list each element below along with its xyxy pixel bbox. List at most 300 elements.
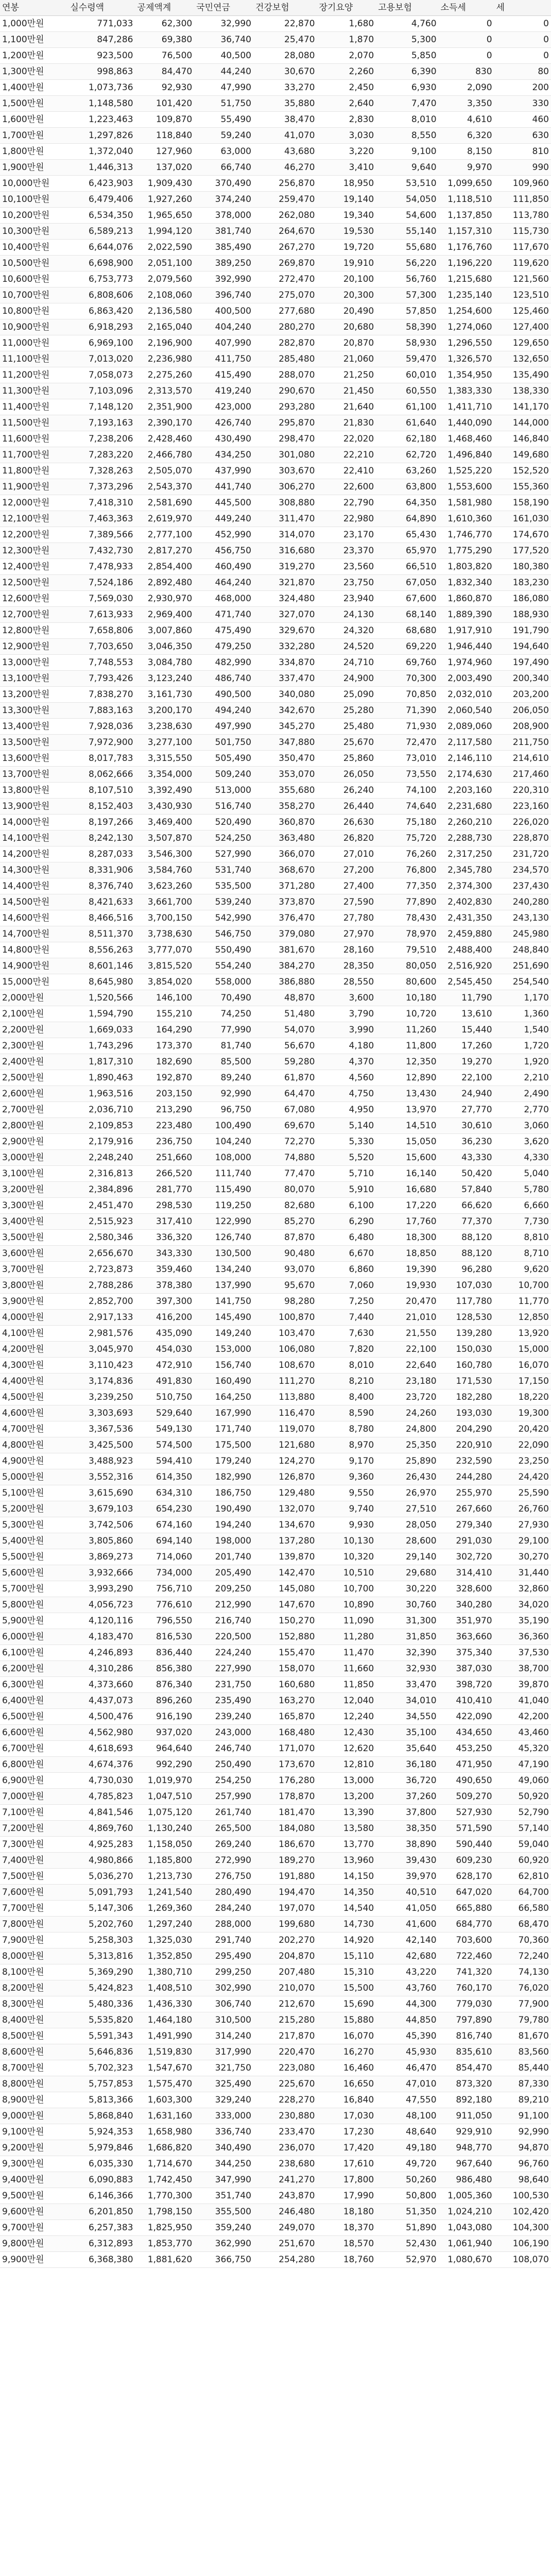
cell-national-pension: 108,000 — [194, 1150, 253, 1166]
cell-total-deduction: 1,658,980 — [135, 2124, 195, 2140]
cell-national-pension: 186,750 — [194, 1485, 253, 1501]
cell-local-tax: 37,530 — [494, 1645, 551, 1661]
cell-national-pension: 400,500 — [194, 303, 253, 319]
cell-employment-insurance: 38,350 — [376, 1821, 438, 1837]
table-row — [0, 623, 551, 639]
cell-long-term-care: 2,450 — [317, 80, 376, 96]
cell-total-deduction: 1,686,820 — [135, 2140, 195, 2156]
cell-net-pay: 8,107,510 — [68, 783, 135, 799]
cell-net-pay: 3,742,506 — [68, 1517, 135, 1533]
cell-employment-insurance: 19,930 — [376, 1278, 438, 1294]
cell-annual-salary: 13,200만원 — [0, 687, 68, 703]
cell-net-pay: 4,869,760 — [68, 1821, 135, 1837]
cell-local-tax: 138,330 — [494, 383, 551, 399]
cell-local-tax: 62,810 — [494, 1869, 551, 1885]
table-row — [0, 942, 551, 958]
cell-net-pay: 2,384,896 — [68, 1182, 135, 1198]
cell-long-term-care: 13,770 — [317, 1837, 376, 1853]
cell-health-insurance: 308,880 — [253, 495, 317, 511]
cell-net-pay: 6,644,076 — [68, 240, 135, 256]
cell-income-tax: 182,280 — [439, 1389, 494, 1405]
cell-national-pension: 227,990 — [194, 1661, 253, 1677]
cell-health-insurance: 197,070 — [253, 1901, 317, 1917]
cell-annual-salary: 4,500만원 — [0, 1389, 68, 1405]
cell-employment-insurance: 8,550 — [376, 128, 438, 144]
cell-national-pension: 374,240 — [194, 192, 253, 208]
cell-employment-insurance: 25,890 — [376, 1453, 438, 1469]
cell-long-term-care: 26,440 — [317, 799, 376, 815]
cell-net-pay: 4,562,980 — [68, 1725, 135, 1741]
cell-employment-insurance: 77,350 — [376, 878, 438, 894]
cell-local-tax: 630 — [494, 128, 551, 144]
cell-national-pension: 32,990 — [194, 16, 253, 32]
cell-long-term-care: 18,760 — [317, 2252, 376, 2268]
cell-income-tax: 2,090 — [439, 80, 494, 96]
cell-net-pay: 3,303,693 — [68, 1405, 135, 1421]
cell-income-tax: 117,780 — [439, 1294, 494, 1310]
cell-long-term-care: 6,100 — [317, 1198, 376, 1214]
cell-annual-salary: 14,500만원 — [0, 894, 68, 910]
cell-annual-salary: 12,100만원 — [0, 511, 68, 527]
cell-net-pay: 2,852,700 — [68, 1294, 135, 1310]
cell-total-deduction: 1,047,510 — [135, 1789, 195, 1805]
cell-net-pay: 7,658,806 — [68, 623, 135, 639]
cell-employment-insurance: 62,180 — [376, 431, 438, 447]
cell-national-pension: 501,750 — [194, 735, 253, 751]
cell-long-term-care: 4,370 — [317, 1054, 376, 1070]
cell-national-pension: 44,240 — [194, 64, 253, 80]
cell-annual-salary: 6,500만원 — [0, 1709, 68, 1725]
table-row — [0, 1933, 551, 1948]
cell-annual-salary: 13,100만원 — [0, 671, 68, 687]
cell-employment-insurance: 35,640 — [376, 1741, 438, 1757]
cell-long-term-care: 19,340 — [317, 208, 376, 224]
cell-long-term-care: 23,560 — [317, 559, 376, 575]
cell-total-deduction: 2,196,900 — [135, 335, 195, 351]
cell-long-term-care: 19,720 — [317, 240, 376, 256]
cell-local-tax: 17,150 — [494, 1374, 551, 1389]
cell-long-term-care: 10,130 — [317, 1533, 376, 1549]
cell-annual-salary: 13,500만원 — [0, 735, 68, 751]
cell-income-tax: 527,930 — [439, 1805, 494, 1821]
table-row — [0, 2220, 551, 2236]
cell-income-tax: 2,174,630 — [439, 767, 494, 783]
table-row — [0, 2044, 551, 2060]
cell-net-pay: 1,223,463 — [68, 112, 135, 128]
cell-health-insurance: 158,070 — [253, 1661, 317, 1677]
cell-income-tax: 1,746,770 — [439, 527, 494, 543]
cell-income-tax: 8,150 — [439, 144, 494, 160]
cell-annual-salary: 4,800만원 — [0, 1437, 68, 1453]
cell-employment-insurance: 52,970 — [376, 2252, 438, 2268]
cell-total-deduction: 856,380 — [135, 1661, 195, 1677]
cell-total-deduction: 3,238,630 — [135, 719, 195, 735]
cell-income-tax: 1,553,600 — [439, 479, 494, 495]
cell-employment-insurance: 10,720 — [376, 1006, 438, 1022]
cell-net-pay: 2,179,916 — [68, 1134, 135, 1150]
cell-total-deduction: 472,910 — [135, 1358, 195, 1374]
cell-income-tax: 2,060,540 — [439, 703, 494, 719]
cell-local-tax: 220,310 — [494, 783, 551, 799]
cell-net-pay: 7,793,426 — [68, 671, 135, 687]
cell-local-tax: 0 — [494, 32, 551, 48]
cell-total-deduction: 674,160 — [135, 1517, 195, 1533]
table-row — [0, 1533, 551, 1549]
cell-local-tax: 66,580 — [494, 1901, 551, 1917]
cell-health-insurance: 90,480 — [253, 1246, 317, 1262]
cell-net-pay: 1,297,826 — [68, 128, 135, 144]
cell-employment-insurance: 12,890 — [376, 1070, 438, 1086]
cell-total-deduction: 756,710 — [135, 1581, 195, 1597]
cell-local-tax: 98,640 — [494, 2172, 551, 2188]
cell-annual-salary: 15,000만원 — [0, 974, 68, 990]
cell-income-tax: 2,260,210 — [439, 815, 494, 831]
cell-long-term-care: 16,460 — [317, 2060, 376, 2076]
cell-total-deduction: 109,870 — [135, 112, 195, 128]
cell-health-insurance: 87,870 — [253, 1230, 317, 1246]
cell-total-deduction: 1,436,330 — [135, 1996, 195, 2012]
cell-income-tax: 911,050 — [439, 2108, 494, 2124]
cell-net-pay: 6,918,293 — [68, 319, 135, 335]
cell-national-pension: 445,500 — [194, 495, 253, 511]
table-row — [0, 1469, 551, 1485]
cell-income-tax: 139,280 — [439, 1326, 494, 1342]
cell-health-insurance: 142,470 — [253, 1565, 317, 1581]
cell-total-deduction: 435,090 — [135, 1326, 195, 1342]
cell-local-tax: 49,060 — [494, 1773, 551, 1789]
cell-annual-salary: 8,500만원 — [0, 2028, 68, 2044]
table-row — [0, 1262, 551, 1278]
cell-net-pay: 4,730,030 — [68, 1773, 135, 1789]
cell-employment-insurance: 26,430 — [376, 1469, 438, 1485]
cell-national-pension: 411,750 — [194, 351, 253, 367]
cell-local-tax: 26,760 — [494, 1501, 551, 1517]
cell-national-pension: 209,250 — [194, 1581, 253, 1597]
cell-local-tax: 217,460 — [494, 767, 551, 783]
cell-total-deduction: 281,770 — [135, 1182, 195, 1198]
cell-national-pension: 246,740 — [194, 1741, 253, 1757]
cell-annual-salary: 13,800만원 — [0, 783, 68, 799]
cell-total-deduction: 3,700,150 — [135, 910, 195, 926]
cell-total-deduction: 1,325,030 — [135, 1933, 195, 1948]
cell-health-insurance: 228,270 — [253, 2092, 317, 2108]
table-row — [0, 2124, 551, 2140]
cell-employment-insurance: 76,260 — [376, 846, 438, 862]
cell-income-tax: 1,196,220 — [439, 256, 494, 272]
cell-income-tax: 57,840 — [439, 1182, 494, 1198]
cell-income-tax: 1,468,460 — [439, 431, 494, 447]
cell-annual-salary: 1,300만원 — [0, 64, 68, 80]
cell-net-pay: 4,183,470 — [68, 1629, 135, 1645]
table-row — [0, 910, 551, 926]
table-row — [0, 511, 551, 527]
cell-long-term-care: 19,140 — [317, 192, 376, 208]
cell-total-deduction: 1,213,730 — [135, 1869, 195, 1885]
cell-annual-salary: 11,000만원 — [0, 335, 68, 351]
table-row — [0, 32, 551, 48]
cell-employment-insurance: 80,050 — [376, 958, 438, 974]
cell-local-tax: 89,210 — [494, 2092, 551, 2108]
cell-net-pay: 7,103,096 — [68, 383, 135, 399]
cell-local-tax: 7,730 — [494, 1214, 551, 1230]
cell-employment-insurance: 75,720 — [376, 831, 438, 846]
cell-total-deduction: 1,297,240 — [135, 1917, 195, 1933]
cell-total-deduction: 101,420 — [135, 96, 195, 112]
cell-income-tax: 2,374,300 — [439, 878, 494, 894]
cell-net-pay: 6,589,213 — [68, 224, 135, 240]
cell-long-term-care: 9,740 — [317, 1501, 376, 1517]
cell-annual-salary: 9,500만원 — [0, 2188, 68, 2204]
cell-local-tax: 990 — [494, 160, 551, 176]
cell-health-insurance: 249,070 — [253, 2220, 317, 2236]
cell-income-tax: 1,354,950 — [439, 367, 494, 383]
cell-local-tax: 155,360 — [494, 479, 551, 495]
cell-health-insurance: 48,870 — [253, 990, 317, 1006]
cell-employment-insurance: 41,050 — [376, 1901, 438, 1917]
table-row — [0, 799, 551, 815]
table-row — [0, 447, 551, 463]
cell-health-insurance: 132,070 — [253, 1501, 317, 1517]
cell-annual-salary: 3,200만원 — [0, 1182, 68, 1198]
cell-income-tax: 4,610 — [439, 112, 494, 128]
cell-total-deduction: 213,290 — [135, 1102, 195, 1118]
cell-total-deduction: 84,470 — [135, 64, 195, 80]
cell-long-term-care: 13,390 — [317, 1805, 376, 1821]
header-health-insurance: 건강보험 — [253, 0, 317, 16]
cell-net-pay: 7,373,296 — [68, 479, 135, 495]
cell-income-tax: 2,089,060 — [439, 719, 494, 735]
cell-local-tax: 228,870 — [494, 831, 551, 846]
cell-health-insurance: 204,870 — [253, 1948, 317, 1964]
cell-employment-insurance: 26,970 — [376, 1485, 438, 1501]
cell-national-pension: 516,740 — [194, 799, 253, 815]
cell-national-pension: 426,740 — [194, 415, 253, 431]
cell-employment-insurance: 45,930 — [376, 2044, 438, 2060]
cell-national-pension: 175,500 — [194, 1437, 253, 1453]
cell-net-pay: 8,376,740 — [68, 878, 135, 894]
cell-national-pension: 257,990 — [194, 1789, 253, 1805]
table-row — [0, 1294, 551, 1310]
cell-long-term-care: 24,520 — [317, 639, 376, 655]
cell-annual-salary: 9,100만원 — [0, 2124, 68, 2140]
cell-local-tax: 19,300 — [494, 1405, 551, 1421]
cell-total-deduction: 127,960 — [135, 144, 195, 160]
cell-health-insurance: 124,270 — [253, 1453, 317, 1469]
cell-long-term-care: 25,280 — [317, 703, 376, 719]
cell-annual-salary: 14,100만원 — [0, 831, 68, 846]
cell-net-pay: 8,017,783 — [68, 751, 135, 767]
cell-employment-insurance: 80,600 — [376, 974, 438, 990]
cell-total-deduction: 1,269,360 — [135, 1901, 195, 1917]
cell-net-pay: 1,669,033 — [68, 1022, 135, 1038]
cell-employment-insurance: 43,760 — [376, 1980, 438, 1996]
cell-health-insurance: 108,670 — [253, 1358, 317, 1374]
cell-annual-salary: 12,500만원 — [0, 575, 68, 591]
cell-local-tax: 31,440 — [494, 1565, 551, 1581]
table-row — [0, 2236, 551, 2252]
cell-local-tax: 85,440 — [494, 2060, 551, 2076]
cell-net-pay: 4,925,283 — [68, 1837, 135, 1853]
cell-health-insurance: 225,670 — [253, 2076, 317, 2092]
table-row — [0, 1405, 551, 1421]
cell-long-term-care: 20,870 — [317, 335, 376, 351]
cell-long-term-care: 23,750 — [317, 575, 376, 591]
cell-local-tax: 68,470 — [494, 1917, 551, 1933]
table-row — [0, 1805, 551, 1821]
cell-employment-insurance: 70,300 — [376, 671, 438, 687]
cell-total-deduction: 1,909,430 — [135, 176, 195, 192]
cell-total-deduction: 2,969,400 — [135, 607, 195, 623]
cell-national-pension: 527,990 — [194, 846, 253, 862]
cell-total-deduction: 2,466,780 — [135, 447, 195, 463]
cell-health-insurance: 56,670 — [253, 1038, 317, 1054]
cell-health-insurance: 223,080 — [253, 2060, 317, 2076]
table-row — [0, 64, 551, 80]
cell-annual-salary: 6,900만원 — [0, 1773, 68, 1789]
cell-local-tax: 161,030 — [494, 511, 551, 527]
cell-income-tax: 36,230 — [439, 1134, 494, 1150]
table-row — [0, 431, 551, 447]
table-row — [0, 2252, 551, 2268]
cell-income-tax: 1,383,330 — [439, 383, 494, 399]
cell-local-tax: 127,400 — [494, 319, 551, 335]
cell-long-term-care: 5,520 — [317, 1150, 376, 1166]
cell-employment-insurance: 73,010 — [376, 751, 438, 767]
cell-national-pension: 419,240 — [194, 383, 253, 399]
cell-employment-insurance: 22,100 — [376, 1342, 438, 1358]
cell-local-tax: 64,700 — [494, 1885, 551, 1901]
cell-long-term-care: 5,330 — [317, 1134, 376, 1150]
cell-local-tax: 203,200 — [494, 687, 551, 703]
cell-employment-insurance: 29,680 — [376, 1565, 438, 1581]
cell-annual-salary: 5,700만원 — [0, 1581, 68, 1597]
cell-local-tax: 0 — [494, 16, 551, 32]
cell-income-tax: 1,043,080 — [439, 2220, 494, 2236]
cell-health-insurance: 77,470 — [253, 1166, 317, 1182]
cell-employment-insurance: 25,350 — [376, 1437, 438, 1453]
cell-long-term-care: 24,710 — [317, 655, 376, 671]
cell-net-pay: 2,451,470 — [68, 1198, 135, 1214]
cell-local-tax: 245,980 — [494, 926, 551, 942]
cell-annual-salary: 4,600만원 — [0, 1405, 68, 1421]
cell-long-term-care: 14,350 — [317, 1885, 376, 1901]
cell-total-deduction: 3,661,700 — [135, 894, 195, 910]
cell-income-tax: 66,620 — [439, 1198, 494, 1214]
cell-annual-salary: 2,700만원 — [0, 1102, 68, 1118]
cell-net-pay: 6,035,330 — [68, 2156, 135, 2172]
cell-income-tax: 1,581,980 — [439, 495, 494, 511]
cell-income-tax: 2,545,450 — [439, 974, 494, 990]
table-row — [0, 1278, 551, 1294]
cell-income-tax: 1,296,550 — [439, 335, 494, 351]
cell-net-pay: 6,969,100 — [68, 335, 135, 351]
cell-health-insurance: 61,870 — [253, 1070, 317, 1086]
table-row — [0, 1757, 551, 1773]
cell-national-pension: 554,240 — [194, 958, 253, 974]
cell-annual-salary: 10,400만원 — [0, 240, 68, 256]
cell-long-term-care: 13,000 — [317, 1773, 376, 1789]
cell-total-deduction: 182,690 — [135, 1054, 195, 1070]
cell-long-term-care: 15,500 — [317, 1980, 376, 1996]
cell-annual-salary: 1,400만원 — [0, 80, 68, 96]
cell-total-deduction: 2,930,970 — [135, 591, 195, 607]
table-row — [0, 335, 551, 351]
table-row — [0, 862, 551, 878]
cell-income-tax: 1,061,940 — [439, 2236, 494, 2252]
cell-national-pension: 51,750 — [194, 96, 253, 112]
table-row — [0, 2012, 551, 2028]
cell-income-tax: 9,970 — [439, 160, 494, 176]
cell-health-insurance: 145,080 — [253, 1581, 317, 1597]
cell-total-deduction: 796,550 — [135, 1613, 195, 1629]
cell-total-deduction: 634,310 — [135, 1485, 195, 1501]
cell-health-insurance: 301,080 — [253, 447, 317, 463]
cell-local-tax: 2,210 — [494, 1070, 551, 1086]
cell-local-tax: 135,490 — [494, 367, 551, 383]
table-row — [0, 1134, 551, 1150]
cell-annual-salary: 7,400만원 — [0, 1853, 68, 1869]
cell-total-deduction: 155,210 — [135, 1006, 195, 1022]
cell-long-term-care: 11,090 — [317, 1613, 376, 1629]
cell-total-deduction: 776,610 — [135, 1597, 195, 1613]
cell-income-tax: 398,720 — [439, 1677, 494, 1693]
cell-employment-insurance: 39,970 — [376, 1869, 438, 1885]
cell-total-deduction: 937,020 — [135, 1725, 195, 1741]
cell-employment-insurance: 10,180 — [376, 990, 438, 1006]
cell-national-pension: 85,500 — [194, 1054, 253, 1070]
cell-income-tax: 1,005,360 — [439, 2188, 494, 2204]
table-row — [0, 351, 551, 367]
cell-employment-insurance: 16,680 — [376, 1182, 438, 1198]
cell-long-term-care: 13,200 — [317, 1789, 376, 1805]
cell-national-pension: 100,490 — [194, 1118, 253, 1134]
table-row — [0, 1246, 551, 1262]
cell-total-deduction: 3,815,520 — [135, 958, 195, 974]
cell-annual-salary: 14,400만원 — [0, 878, 68, 894]
cell-local-tax: 42,200 — [494, 1709, 551, 1725]
cell-annual-salary: 3,800만원 — [0, 1278, 68, 1294]
cell-income-tax: 0 — [439, 32, 494, 48]
cell-total-deduction: 397,300 — [135, 1294, 195, 1310]
cell-net-pay: 7,463,363 — [68, 511, 135, 527]
cell-local-tax: 123,510 — [494, 287, 551, 303]
cell-local-tax: 77,900 — [494, 1996, 551, 2012]
cell-net-pay: 2,316,813 — [68, 1166, 135, 1182]
cell-health-insurance: 246,480 — [253, 2204, 317, 2220]
cell-employment-insurance: 36,180 — [376, 1757, 438, 1773]
cell-income-tax: 434,650 — [439, 1725, 494, 1741]
table-row — [0, 974, 551, 990]
cell-net-pay: 998,863 — [68, 64, 135, 80]
cell-employment-insurance: 5,300 — [376, 32, 438, 48]
table-row — [0, 783, 551, 799]
cell-employment-insurance: 4,760 — [376, 16, 438, 32]
cell-total-deduction: 876,340 — [135, 1677, 195, 1693]
cell-annual-salary: 1,800만원 — [0, 144, 68, 160]
cell-employment-insurance: 48,100 — [376, 2108, 438, 2124]
cell-net-pay: 2,981,576 — [68, 1326, 135, 1342]
cell-total-deduction: 3,161,730 — [135, 687, 195, 703]
cell-total-deduction: 69,380 — [135, 32, 195, 48]
cell-employment-insurance: 6,930 — [376, 80, 438, 96]
cell-net-pay: 7,838,270 — [68, 687, 135, 703]
header-row — [0, 0, 551, 16]
cell-total-deduction: 1,408,510 — [135, 1980, 195, 1996]
cell-national-pension: 235,490 — [194, 1693, 253, 1709]
header-net-pay: 실수령액 — [68, 0, 135, 16]
cell-long-term-care: 10,510 — [317, 1565, 376, 1581]
cell-long-term-care: 2,830 — [317, 112, 376, 128]
